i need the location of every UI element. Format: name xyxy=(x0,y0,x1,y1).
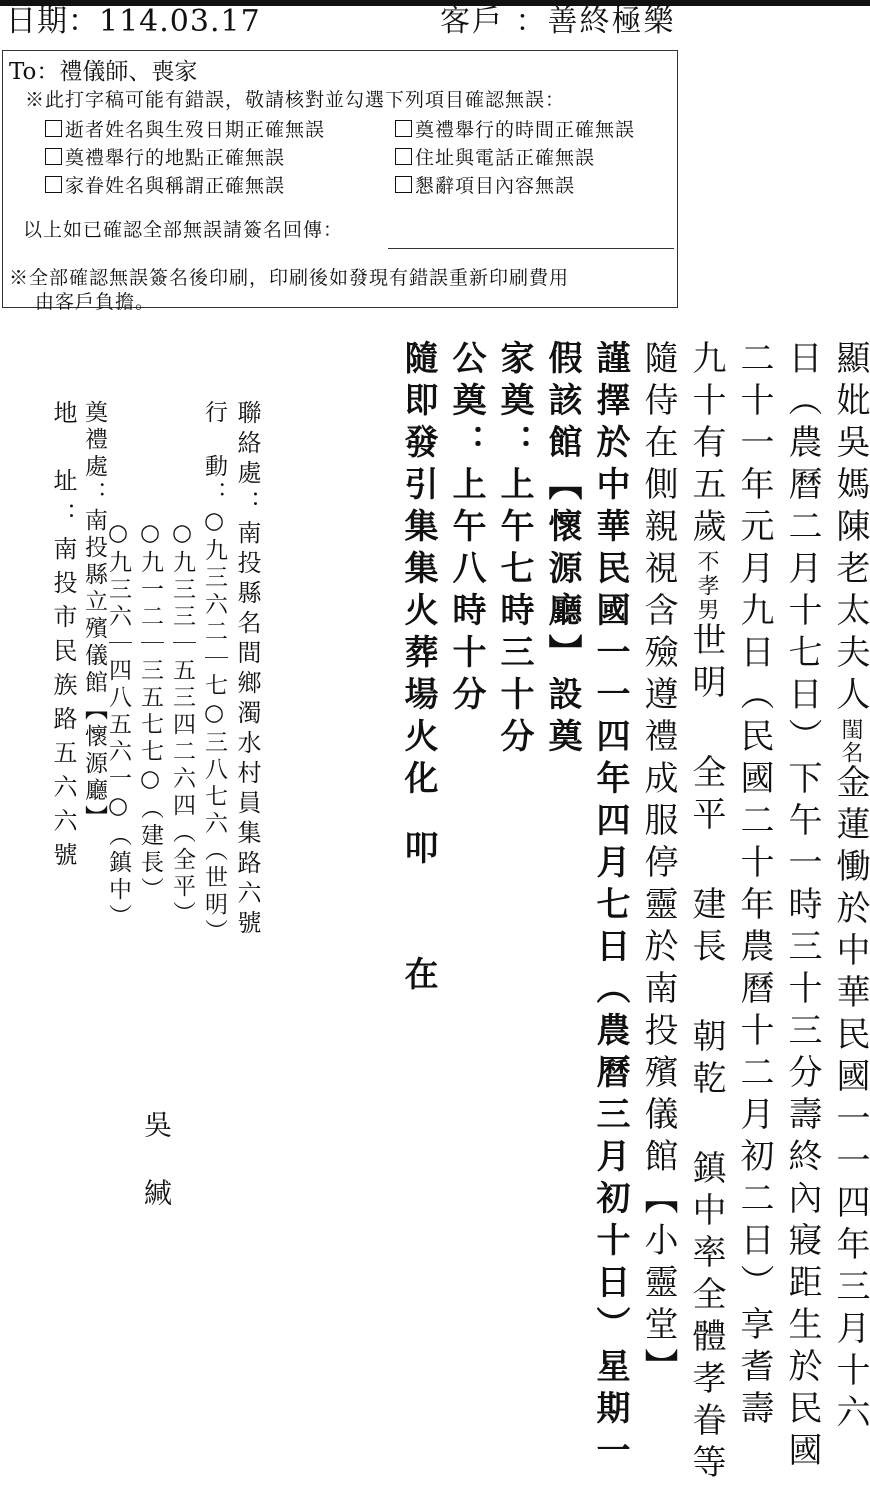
checkbox-icon[interactable] xyxy=(395,176,412,193)
recipient-line: To：禮儀師、喪家 xyxy=(9,59,198,85)
deceased-title: 顯妣吳媽陳老太夫人 xyxy=(830,340,870,718)
signature-line[interactable] xyxy=(388,248,674,249)
checkbox-item-ceremony-place[interactable] xyxy=(45,143,285,170)
checkbox-label: 家眷姓名與稱謂正確無誤 xyxy=(65,175,286,197)
checkbox-label: 逝者姓名與生歿日期正確無誤 xyxy=(65,119,326,141)
print-warning-line-1: ※全部確認無誤簽名後印刷，印刷後如發現有錯誤重新印刷費用 xyxy=(9,267,570,289)
checkbox-label: 住址與電話正確無誤 xyxy=(415,147,596,169)
date-header: 日期：114.03.17 xyxy=(6,4,261,39)
obituary-text: 金蓮慟於中華民國一一四年三月十六 xyxy=(830,764,870,1436)
checkbox-item-ceremony-time[interactable] xyxy=(395,115,635,142)
contact-phone-quanping: ○九三三｜五三四二六四︵全平︶ xyxy=(169,520,195,928)
checkbox-item-family-names[interactable] xyxy=(45,171,285,198)
obituary-column-3: 二十一年元月九日︵民國二十年農曆十二月初二日︶享耆壽 xyxy=(734,340,774,1432)
checkbox-icon[interactable] xyxy=(395,148,412,165)
cremation-note: 隨即發引集集火葬場火化 xyxy=(398,340,438,802)
obituary-column-5: 隨侍在側親視含殮遵禮成服停靈於南投殯儀館︻小靈堂︼ xyxy=(638,340,678,1390)
contact-phone-zhenzhong: ○九三六｜四八五六一○︵鎮中︶ xyxy=(105,520,131,931)
age-text: 九十有五歲 xyxy=(686,340,726,550)
checkbox-label: 奠禮舉行的時間正確無誤 xyxy=(415,119,636,141)
checkbox-item-decline-items[interactable] xyxy=(395,171,575,198)
mourner-names: 世明 全平 建長 朝乾 鎮中率全體孝眷等 xyxy=(686,622,726,1486)
proofread-hint: ※此打字稿可能有錯誤，敬請核對並勾選下列項目確認無誤： xyxy=(25,89,566,111)
contact-phone-shiming: 行 動：○九三六二｜七○三八七六︵世明︶ xyxy=(201,400,227,946)
obituary-column-6: 謹擇於中華民國一一四年四月七日︵農曆三月初十日︶星期一 xyxy=(590,340,630,1474)
obituary-column-2: 日︵農曆二月十七日︶下午一時三十三分壽終內寢距生於民國 xyxy=(782,340,822,1474)
ceremony-venue: 奠禮處：南投縣立殯儀館︻懷源廳︼ xyxy=(81,400,107,832)
signature-prompt: 以上如已確認全部無誤請簽名回傳： xyxy=(23,219,344,241)
checkbox-icon[interactable] xyxy=(395,120,412,137)
family-ceremony-time: 家奠：上午七時三十分 xyxy=(494,340,534,760)
checkbox-icon[interactable] xyxy=(45,148,62,165)
closing-words: 叩 在 xyxy=(398,830,438,1016)
public-ceremony-time: 公奠：上午八時十分 xyxy=(446,340,486,718)
maiden-name-note: 閨名 xyxy=(838,718,863,764)
checkbox-item-name-dates[interactable] xyxy=(45,115,325,142)
contact-address: 聯絡處：南投縣名間鄉濁水村員集路六號 xyxy=(233,400,261,940)
checkbox-icon[interactable] xyxy=(45,176,62,193)
proofread-notice-box xyxy=(2,50,678,313)
checkbox-icon[interactable] xyxy=(45,120,62,137)
checkbox-item-address-phone[interactable] xyxy=(395,143,595,170)
contact-phone-jianchang: ○九一二｜三五七七○︵建長︶ xyxy=(137,520,163,904)
mourner-title: 不孝男 xyxy=(694,550,719,622)
print-warning-line-2: 由客戶負擔。 xyxy=(35,291,156,313)
obituary-column-7: 假該館︻懷源廳︼設奠 xyxy=(542,340,582,760)
obituary-column-1 xyxy=(826,340,870,1436)
client-header: 客戶 ：善終極樂 xyxy=(440,4,676,39)
venue-address: 地 址：南投市民族路五六六號 xyxy=(49,400,77,876)
checkbox-label: 懇辭項目內容無誤 xyxy=(415,175,576,197)
sender-signature: 吳 緘 xyxy=(140,1110,173,1212)
checkbox-label: 奠禮舉行的地點正確無誤 xyxy=(65,147,286,169)
obituary-column-4 xyxy=(682,340,731,1486)
